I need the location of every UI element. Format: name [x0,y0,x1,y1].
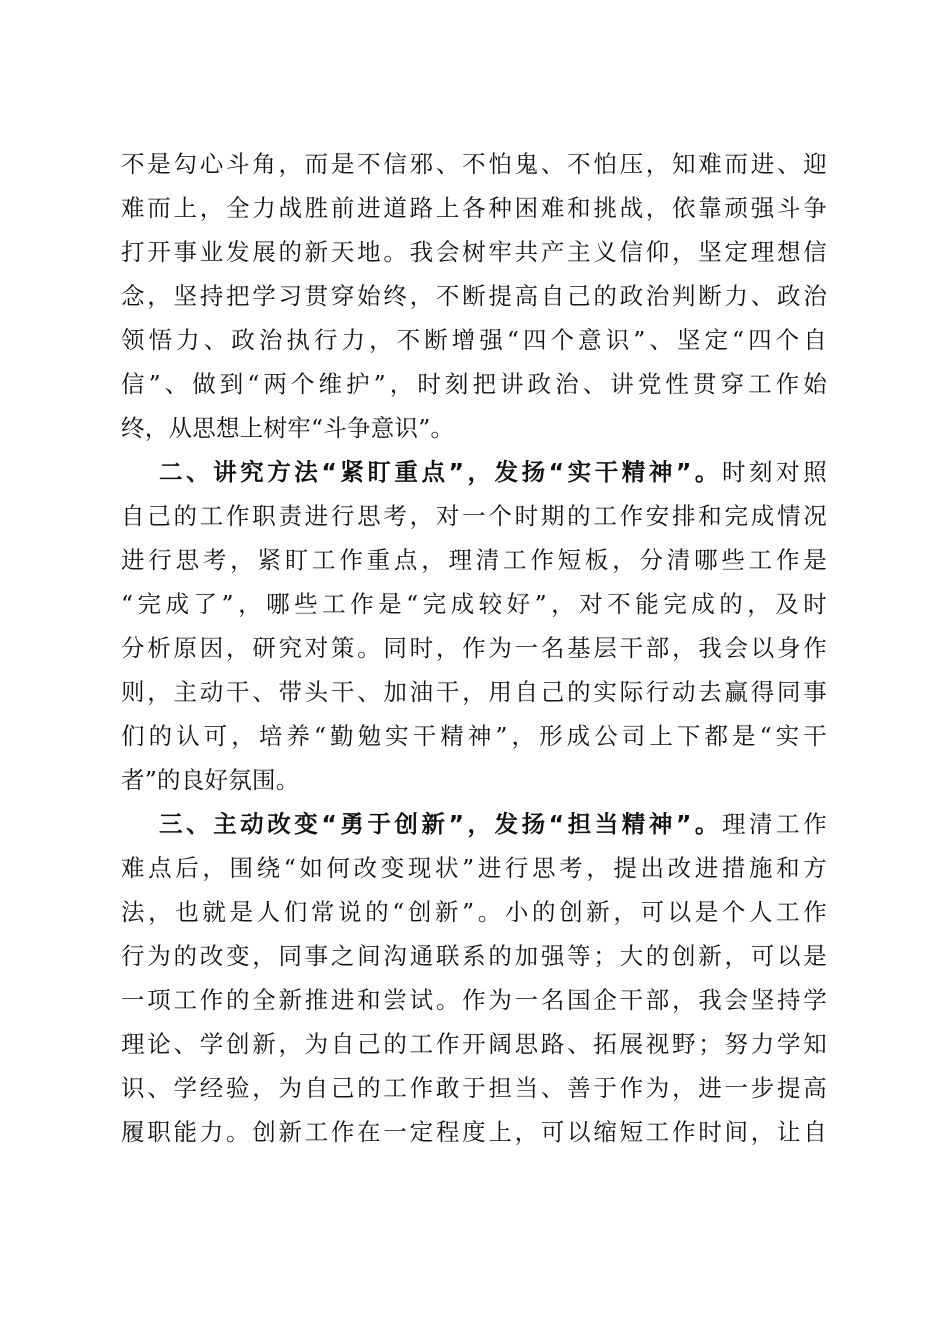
heading-line-rest: 理清工作 [721,810,827,838]
section-heading: 三、主动改变“勇于创新”，发扬“担当精神”。 [159,810,722,838]
paragraph-line: 行为的改变，同事之间沟通联系的加强等；大的创新，可以是 [121,942,827,970]
paragraph-line: 们的认可，培养“勤勉实干精神”，形成公司上下都是“实干 [121,722,827,750]
paragraph-line: 终，从思想上树牢“斗争意识”。 [121,414,455,442]
paragraph-line: 理论、学创新，为自己的工作开阔思路、拓展视野；努力学知 [121,1030,827,1058]
paragraph-line: “完成了”，哪些工作是“完成较好”，对不能完成的，及时 [121,590,827,618]
paragraph-line: 履职能力。创新工作在一定程度上，可以缩短工作时间，让自 [121,1118,827,1146]
paragraph-line: 一项工作的全新推进和尝试。作为一名国企干部，我会坚持学 [121,986,827,1014]
paragraph-line: 识、学经验，为自己的工作敢于担当、善于作为，进一步提高 [121,1074,827,1102]
paragraph-3 [121,802,827,1154]
paragraph-line: 念，坚持把学习贯穿始终，不断提高自己的政治判断力、政治 [121,282,827,310]
paragraph-line: 则，主动干、带头干、加油干，用自己的实际行动去赢得同事 [121,678,827,706]
document-body [121,142,827,1154]
paragraph-line: 不是勾心斗角，而是不信邪、不怕鬼、不怕压，知难而进、迎 [121,150,827,178]
paragraph-line: 自己的工作职责进行思考，对一个时期的工作安排和完成情况 [121,502,827,530]
paragraph-first-line [121,802,827,846]
paragraph-line: 难点后，围绕“如何改变现状”进行思考，提出改进措施和方 [121,854,827,882]
paragraph-first-line [121,450,827,494]
paragraph-line: 进行思考，紧盯工作重点，理清工作短板，分清哪些工作是 [121,546,827,574]
paragraph-line: 打开事业发展的新天地。我会树牢共产主义信仰，坚定理想信 [121,238,827,266]
paragraph-1 [121,142,827,450]
section-heading: 二、讲究方法“紧盯重点”，发扬“实干精神”。 [159,458,722,486]
paragraph-line: 难而上，全力战胜前进道路上各种困难和挑战，依靠顽强斗争 [121,194,827,222]
paragraph-line: 领悟力、政治执行力，不断增强“四个意识”、坚定“四个自 [121,326,827,354]
paragraph-line: 者”的良好氛围。 [121,766,300,794]
paragraph-line: 分析原因，研究对策。同时，作为一名基层干部，我会以身作 [121,634,827,662]
heading-line-rest: 时刻对照 [721,458,827,486]
paragraph-2 [121,450,827,802]
paragraph-line: 法，也就是人们常说的“创新”。小的创新，可以是个人工作 [121,898,827,926]
paragraph-line: 信”、做到“两个维护”，时刻把讲政治、讲党性贯穿工作始 [121,370,827,398]
